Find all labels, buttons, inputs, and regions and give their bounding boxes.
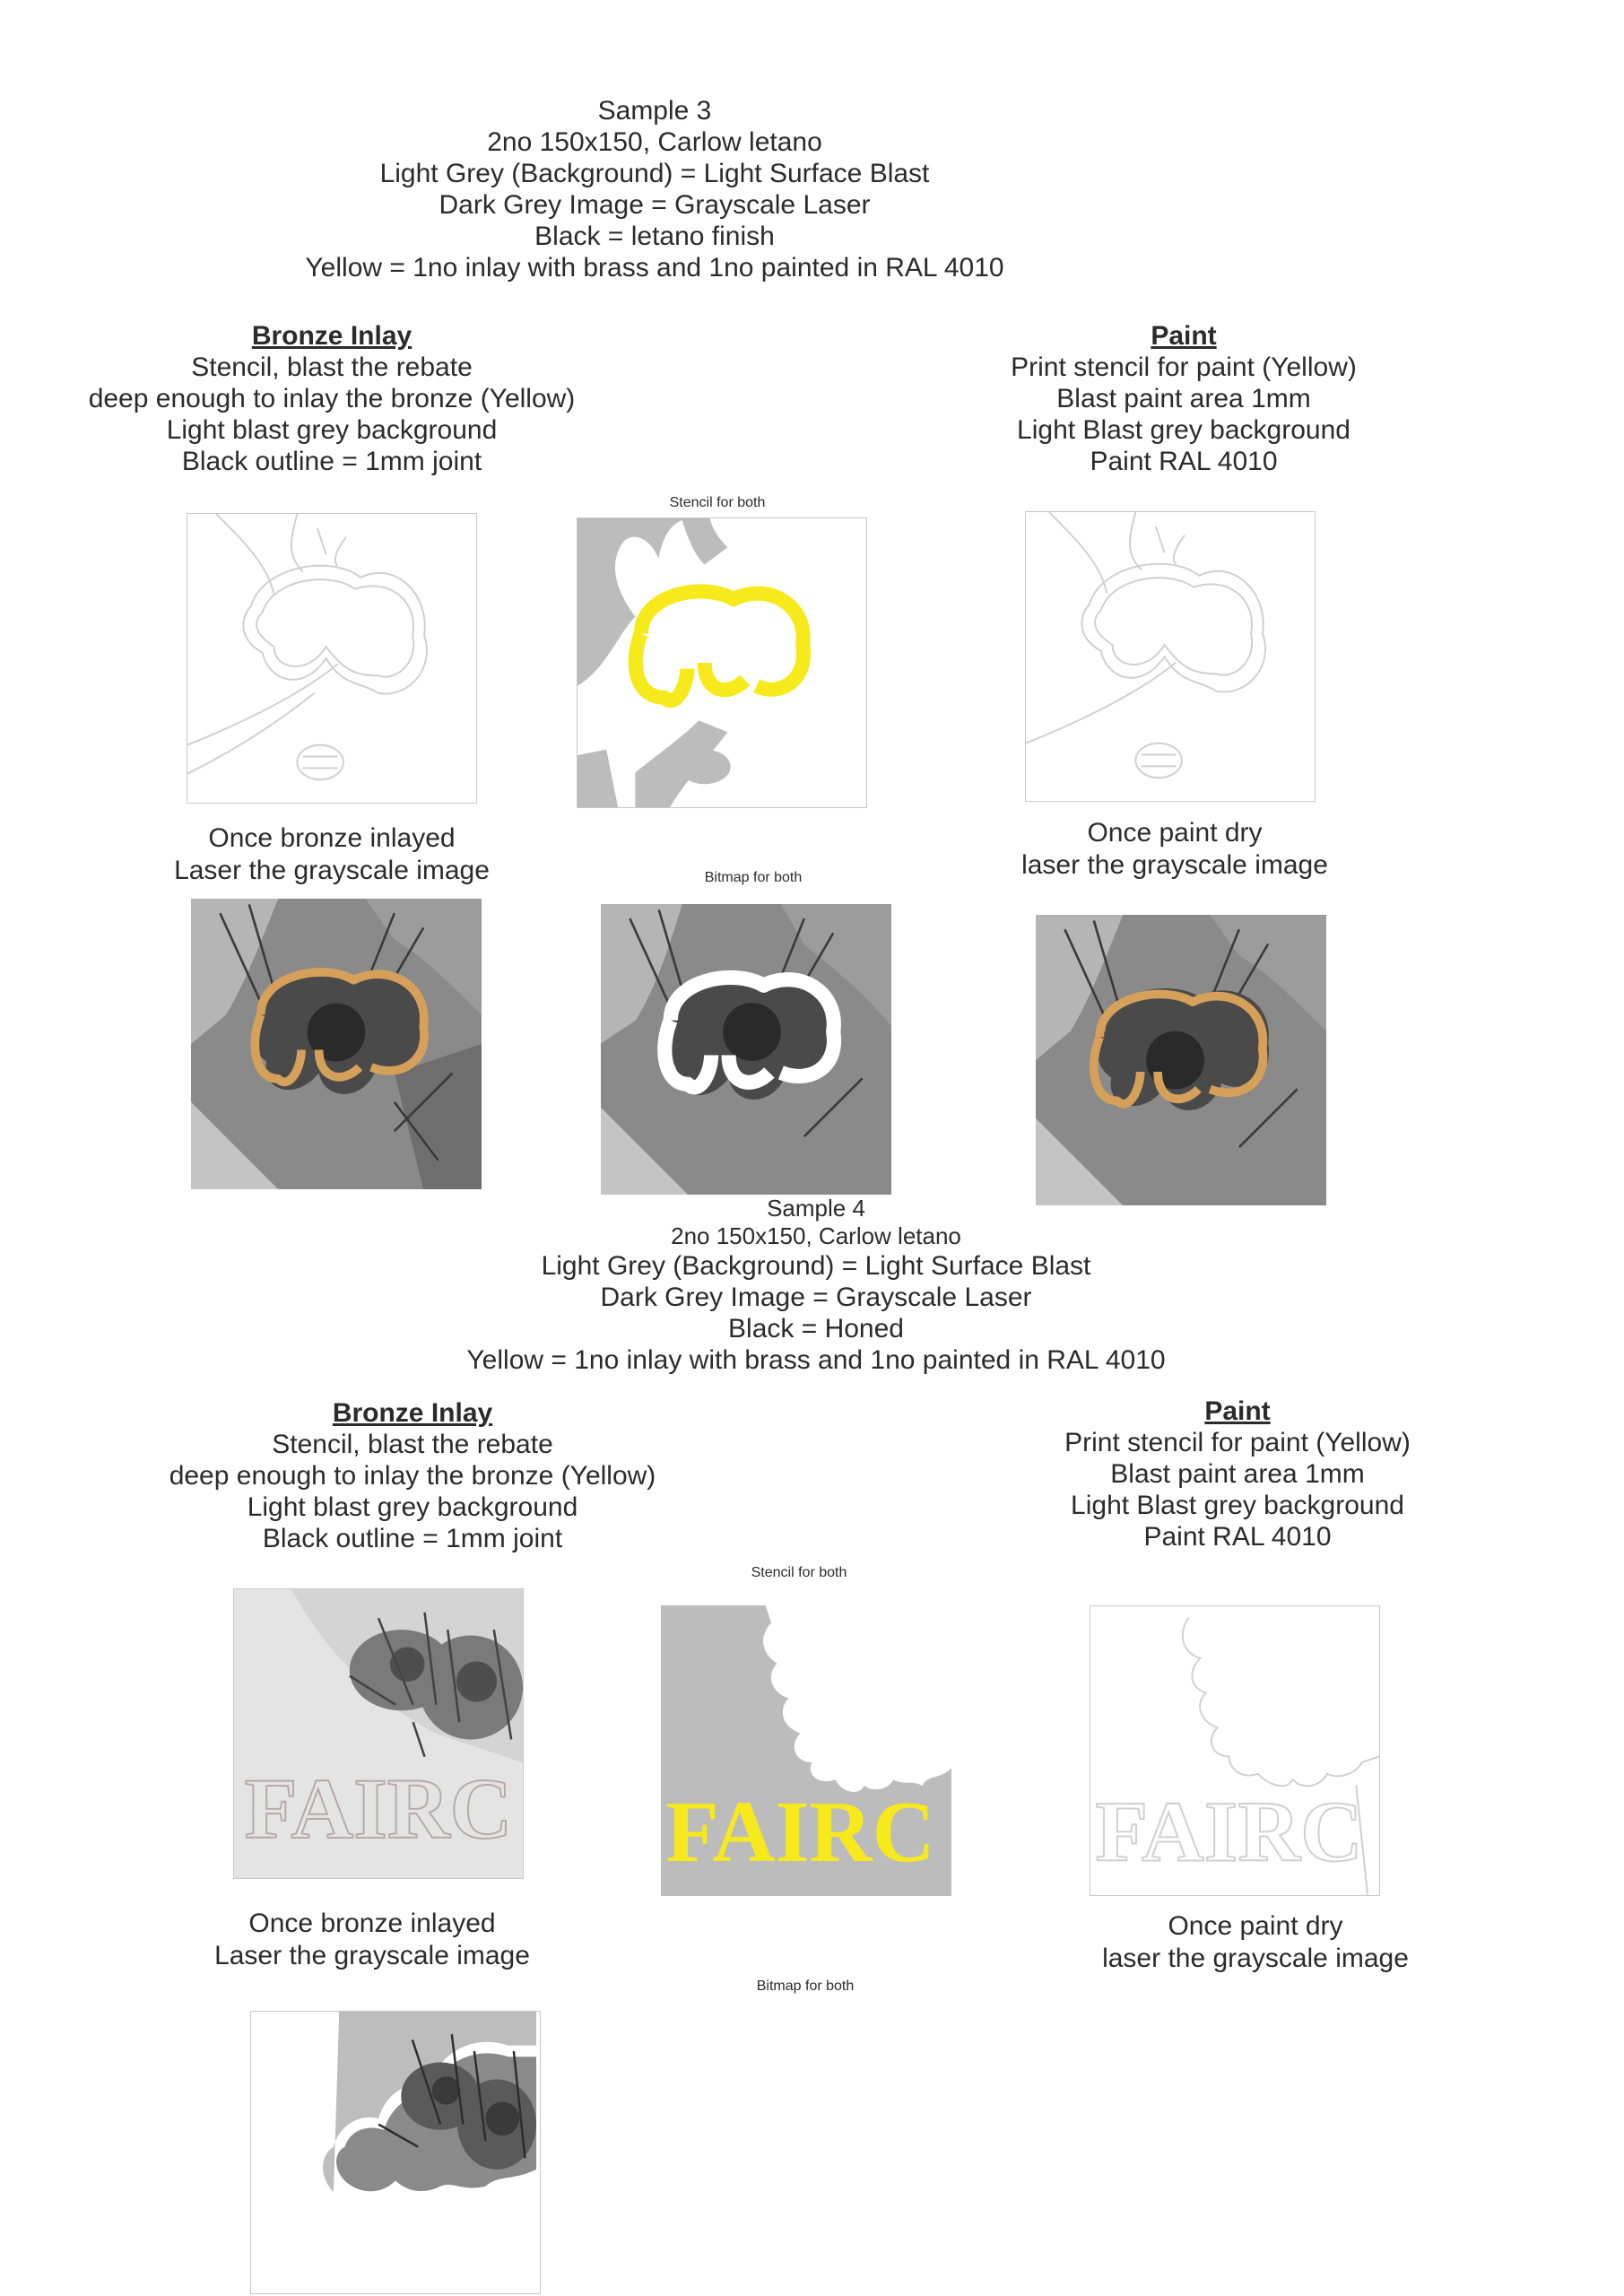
sample4-paint-caption (1058, 1910, 1453, 1975)
sample3-bronze-line: Black outline = 1mm joint (181, 447, 482, 476)
sample3-bitmap-panel (601, 904, 891, 1195)
fairc-logo-outline (245, 1761, 513, 1857)
sample4-bronze-line: deep enough to inlay the bronze (Yellow) (169, 1461, 656, 1491)
flower-outline-drawing (187, 514, 476, 803)
sample3-bronze-line: Stencil, blast the rebate (191, 352, 473, 382)
sample3-bronze-grayscale-panel (191, 899, 482, 1189)
caption-line: laser the grayscale image (1102, 1944, 1409, 1973)
sample4-legend-dark-grey: Dark Grey Image = Grayscale Laser (600, 1283, 1032, 1312)
grayscale-flower-bitmap (601, 904, 891, 1195)
sample3-bronze-outline-panel (187, 513, 477, 804)
sample4-title: Sample 4 (767, 1195, 865, 1222)
sample3-legend-black: Black = letano finish (534, 222, 775, 251)
fairc-stencil-drawing (661, 1605, 951, 1896)
sample4-bronze-line: Stencil, blast the rebate (272, 1430, 553, 1459)
sample4-bronze-grayscale-panel (233, 1588, 524, 1879)
sample4-bronze-bitmap-panel (250, 2011, 541, 2294)
sample4-bronze-line: Black outline = 1mm joint (262, 1524, 563, 1553)
sample4-header (404, 1195, 1229, 1376)
sample3-paint-line: Blast paint area 1mm (1056, 384, 1311, 413)
grayscale-flower-paint (1036, 915, 1326, 1205)
sample3-bronze-line: deep enough to inlay the bronze (Yellow) (88, 384, 576, 413)
grayscale-flower-bronze (191, 899, 482, 1189)
caption-line: Once bronze inlayed (248, 1909, 496, 1938)
sample3-header (269, 95, 1040, 283)
sample4-stencil-label: Stencil for both (751, 1565, 847, 1580)
sample4-bronze-instructions (108, 1397, 717, 1554)
sample3-bronze-line: Light blast grey background (166, 415, 498, 445)
sample4-bitmap-label: Bitmap for both (756, 1979, 855, 1994)
sample4-paint-line: Blast paint area 1mm (1110, 1459, 1365, 1489)
sample4-bronze-heading: Bronze Inlay (332, 1398, 493, 1428)
grayscale-flower-fairc-bitmap (251, 2012, 540, 2293)
sample3-bronze-caption (135, 822, 529, 887)
sample3-spec: 2no 150x150, Carlow letano (487, 127, 822, 157)
caption-line: Laser the grayscale image (214, 1941, 530, 1970)
sample4-paint-line: Paint RAL 4010 (1143, 1522, 1332, 1552)
sample3-title: Sample 3 (597, 96, 712, 126)
sample3-paint-outline-panel (1025, 511, 1316, 802)
fairc-logo-yellow: FAIRC (665, 1784, 935, 1882)
sample4-legend-yellow: Yellow = 1no inlay with brass and 1no painted in RAL 4010 (466, 1345, 1166, 1375)
sample3-paint-line: Paint RAL 4010 (1090, 447, 1278, 476)
flower-outline-drawing (1026, 512, 1315, 801)
sample4-spec: 2no 150x150, Carlow letano (671, 1222, 961, 1249)
caption-line: Once paint dry (1168, 1911, 1343, 1941)
sample4-bronze-line: Light blast grey background (247, 1492, 578, 1522)
sample3-legend-yellow: Yellow = 1no inlay with brass and 1no painted in RAL 4010 (305, 253, 1004, 283)
svg-text:FAIRC: FAIRC (244, 1760, 513, 1857)
caption-line: Once paint dry (1087, 818, 1263, 848)
sample3-bronze-instructions (45, 320, 619, 477)
sample4-paint-instructions (1013, 1396, 1462, 1552)
sample3-paint-heading: Paint (1151, 321, 1217, 351)
sample3-paint-instructions (960, 320, 1408, 477)
sample4-paint-outline-panel (1090, 1605, 1380, 1896)
flower-stencil-drawing (578, 518, 866, 807)
sample3-stencil-panel (577, 517, 867, 808)
sample3-paint-line: Light Blast grey background (1017, 415, 1350, 445)
sample3-paint-grayscale-panel (1036, 915, 1326, 1205)
caption-line: Laser the grayscale image (174, 856, 490, 885)
sample4-legend-black: Black = Honed (728, 1314, 904, 1344)
sample4-stencil-panel (661, 1605, 951, 1896)
sample3-legend-dark-grey: Dark Grey Image = Grayscale Laser (439, 190, 871, 220)
sample3-stencil-label: Stencil for both (669, 495, 766, 510)
sample4-bronze-caption (175, 1908, 569, 1972)
sample4-legend-light-grey: Light Grey (Background) = Light Surface Blast (541, 1251, 1091, 1281)
sample3-bronze-heading: Bronze Inlay (251, 321, 413, 351)
fairc-logo-outline-paint: FAIRC (1095, 1783, 1363, 1880)
fairc-paint-outline-drawing (1090, 1606, 1379, 1895)
sample3-paint-caption (977, 817, 1372, 882)
sample3-paint-line: Print stencil for paint (Yellow) (1011, 352, 1357, 382)
caption-line: laser the grayscale image (1021, 850, 1328, 880)
sample3-legend-light-grey: Light Grey (Background) = Light Surface Blast (379, 159, 930, 188)
sample4-paint-heading: Paint (1204, 1396, 1271, 1426)
sample4-paint-line: Light Blast grey background (1071, 1491, 1404, 1520)
sample3-bitmap-label: Bitmap for both (704, 870, 803, 885)
caption-line: Once bronze inlayed (208, 823, 456, 853)
fairc-bronze-drawing (234, 1589, 523, 1878)
sample4-paint-line: Print stencil for paint (Yellow) (1064, 1428, 1411, 1457)
